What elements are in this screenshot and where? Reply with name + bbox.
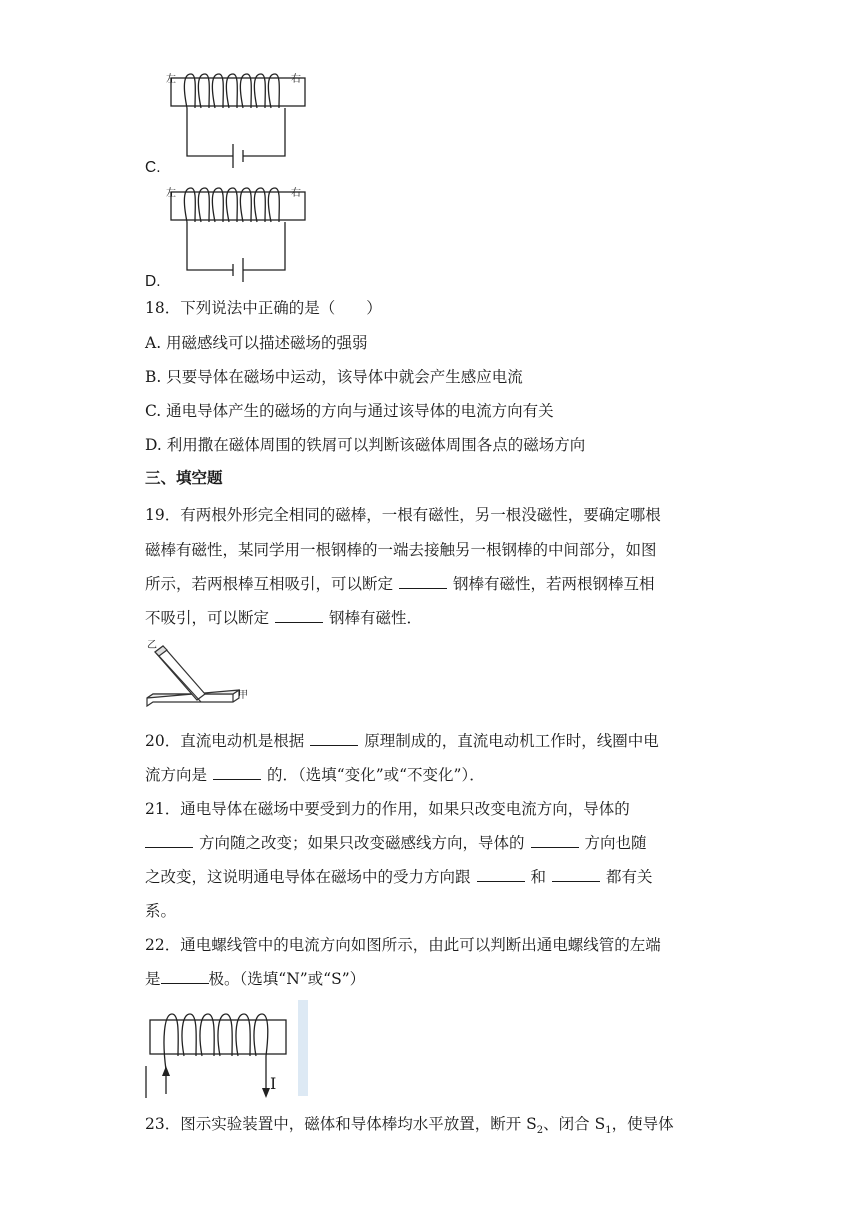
question-19-line-2: 磁棒有磁性，某同学用一根钢棒的一端去接触另一根钢棒的中间部分，如图 xyxy=(145,541,657,559)
subscript: 2 xyxy=(536,1125,544,1137)
answer-blank[interactable] xyxy=(477,867,525,882)
answer-blank[interactable] xyxy=(213,765,261,780)
bar-b-label: 乙 xyxy=(147,640,157,651)
question-18-stem: 18．下列说法中正确的是（ ） xyxy=(145,299,382,317)
answer-blank[interactable] xyxy=(145,833,193,848)
solenoid-circuit-figure-c xyxy=(165,68,310,168)
coil-left-label: 左 xyxy=(166,74,176,85)
question-20-text: 流方向是 xyxy=(145,766,208,784)
bar-a-label: 甲 xyxy=(238,690,248,701)
solenoid-circuit-figure-d xyxy=(165,182,310,282)
question-22-text: 极。（选填“N”或“S”） xyxy=(208,970,366,988)
answer-blank[interactable] xyxy=(275,608,323,623)
option-d-label: D. xyxy=(145,273,161,290)
answer-blank[interactable] xyxy=(161,969,209,984)
question-21-line-1: 21．通电导体在磁场中要受到力的作用，如果只改变电流方向，导体的 xyxy=(145,800,630,818)
option-c-label: C. xyxy=(145,159,161,176)
question-22-text: 是 xyxy=(145,970,161,988)
question-21-text: 方向也随 xyxy=(584,834,647,852)
question-21-line-2 xyxy=(145,833,647,853)
question-21-text: 方向随之改变；如果只改变磁感线方向，导体的 xyxy=(199,834,525,852)
coil-left-label: 左 xyxy=(166,188,176,199)
current-label: I xyxy=(270,1074,277,1093)
question-21-text: 和 xyxy=(530,868,547,886)
question-19-text: 钢棒有磁性，若两根钢棒互相 xyxy=(453,575,655,593)
question-23-line-1 xyxy=(145,1114,674,1137)
subscript: 1 xyxy=(605,1125,612,1137)
steel-bars-figure xyxy=(143,636,253,720)
question-19-line-3 xyxy=(145,574,655,594)
answer-blank[interactable] xyxy=(531,833,579,848)
question-20-text: 20．直流电动机是根据 xyxy=(145,732,305,750)
answer-blank[interactable] xyxy=(399,574,447,589)
question-20-text: 原理制成的，直流电动机工作时，线圈中电 xyxy=(364,732,659,750)
question-20-text: 的．（选填“变化”或“不变化”）． xyxy=(267,766,485,784)
question-22-line-2 xyxy=(145,969,365,989)
section-title: 三、填空题 xyxy=(145,468,223,487)
question-19-line-4 xyxy=(145,608,422,628)
answer-blank[interactable] xyxy=(552,867,600,882)
coil-right-label: 右 xyxy=(291,188,301,199)
answer-blank[interactable] xyxy=(310,731,358,746)
question-19-line-1: 19．有两根外形完全相同的磁棒，一根有磁性，另一根没磁性，要确定哪根 xyxy=(145,506,661,524)
coil-right-label: 右 xyxy=(291,74,301,85)
question-20-line-2 xyxy=(145,765,485,785)
question-19-text: 不吸引，可以断定 xyxy=(145,609,270,627)
question-21-text: 之改变，这说明通电导体在磁场中的受力方向跟 xyxy=(145,868,471,886)
question-23-text: 、闭合 S xyxy=(543,1115,606,1133)
question-19-text: 钢棒有磁性． xyxy=(329,609,423,627)
question-19-text: 所示，若两根棒互相吸引，可以断定 xyxy=(145,575,394,593)
question-18-option-c: C. 通电导体产生的磁场的方向与通过该导体的电流方向有关 xyxy=(145,402,554,420)
question-18-option-b: B. 只要导体在磁场中运动，该导体中就会产生感应电流 xyxy=(145,368,523,386)
question-18-option-d: D. 利用撒在磁体周围的铁屑可以判断该磁体周围各点的磁场方向 xyxy=(145,436,586,454)
question-18-option-a: A. 用磁感线可以描述磁场的强弱 xyxy=(145,334,368,352)
question-21-line-3 xyxy=(145,867,653,887)
question-23-text: ，使导体 xyxy=(611,1115,674,1133)
question-22-line-1: 22．通电螺线管中的电流方向如图所示，由此可以判断出通电螺线管的左端 xyxy=(145,936,661,954)
question-21-line-4: 系。 xyxy=(145,902,177,920)
question-21-text: 都有关 xyxy=(606,868,653,886)
question-20-line-1 xyxy=(145,731,659,751)
question-23-text: 23．图示实验装置中，磁体和导体棒均水平放置，断开 S xyxy=(145,1115,537,1133)
